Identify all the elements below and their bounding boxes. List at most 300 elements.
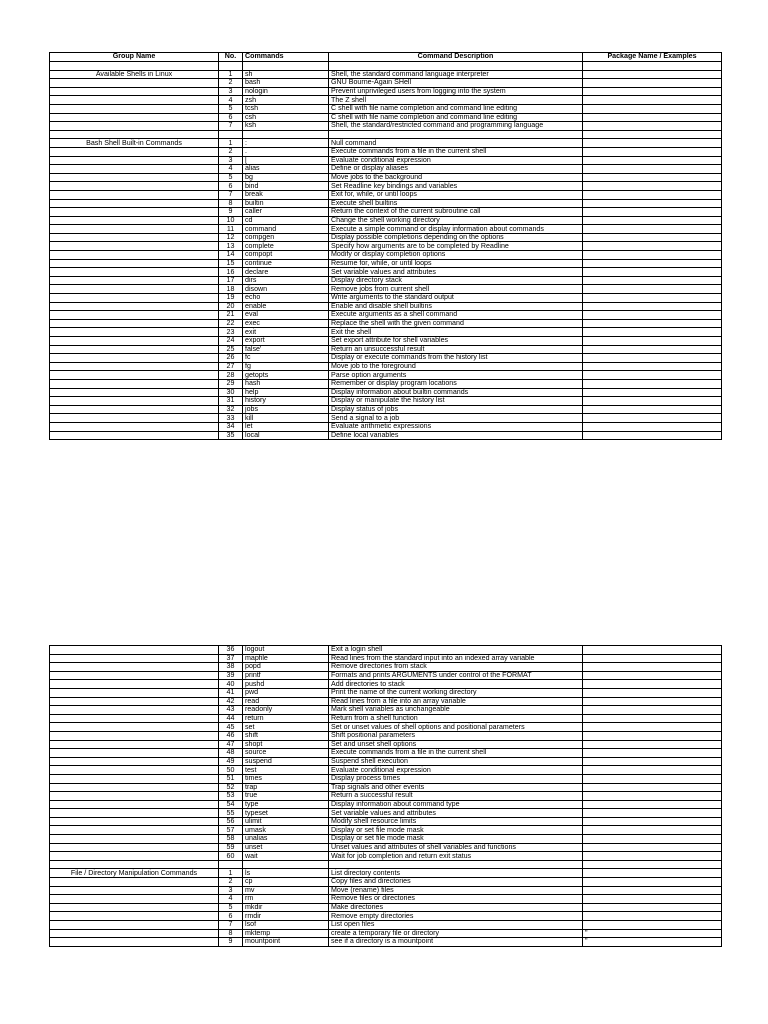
command-cell: builtin	[243, 199, 329, 208]
command-cell: hash	[243, 379, 329, 388]
number-cell: 43	[219, 706, 243, 715]
number-cell: 6	[219, 113, 243, 122]
number-cell: 54	[219, 800, 243, 809]
table-row	[50, 878, 722, 887]
description-cell: Copy files and directories	[329, 878, 583, 887]
group-name-cell	[50, 809, 219, 818]
group-name-cell	[50, 276, 219, 285]
number-cell: 49	[219, 757, 243, 766]
number-cell: 52	[219, 783, 243, 792]
description-cell: create a temporary file or directory	[329, 929, 583, 938]
package-cell	[583, 774, 722, 783]
group-name-cell	[50, 414, 219, 423]
command-cell: continue	[243, 259, 329, 268]
group-name-cell	[50, 362, 219, 371]
number-cell: 9	[219, 208, 243, 217]
description-cell: Return from a shell function	[329, 714, 583, 723]
group-name-cell	[50, 405, 219, 414]
package-cell	[583, 843, 722, 852]
table-row	[50, 938, 722, 947]
description-cell: Evaluate conditional expression	[329, 156, 583, 165]
command-cell: type	[243, 800, 329, 809]
package-cell	[583, 723, 722, 732]
command-cell: echo	[243, 294, 329, 303]
number-cell: 50	[219, 766, 243, 775]
number-cell: 59	[219, 843, 243, 852]
table-row	[50, 792, 722, 801]
command-cell: csh	[243, 113, 329, 122]
number-cell: 41	[219, 688, 243, 697]
table-row	[50, 388, 722, 397]
command-cell: ksh	[243, 122, 329, 131]
number-cell: 10	[219, 216, 243, 225]
command-cell: [	[243, 156, 329, 165]
number-cell: 47	[219, 740, 243, 749]
package-cell	[583, 671, 722, 680]
description-cell: Display possible completions depending on the options	[329, 233, 583, 242]
package-cell	[583, 216, 722, 225]
command-cell: export	[243, 337, 329, 346]
command-cell: popd	[243, 663, 329, 672]
table-row	[50, 895, 722, 904]
table-row	[50, 431, 722, 440]
package-cell	[583, 233, 722, 242]
group-name-cell	[50, 714, 219, 723]
table-row	[50, 79, 722, 88]
number-cell: 23	[219, 328, 243, 337]
command-cell: ls	[243, 869, 329, 878]
group-name-cell	[50, 431, 219, 440]
table-row	[50, 337, 722, 346]
command-cell: true	[243, 792, 329, 801]
description-cell: Specify how arguments are to be completed by Readline	[329, 242, 583, 251]
table-row	[50, 276, 722, 285]
command-cell: dirs	[243, 276, 329, 285]
group-name-cell	[50, 817, 219, 826]
group-name-cell	[50, 921, 219, 930]
group-name-cell	[50, 337, 219, 346]
group-name-cell	[50, 766, 219, 775]
table-row	[50, 379, 722, 388]
table-row	[50, 362, 722, 371]
description-cell: Modify or display completion options	[329, 251, 583, 260]
package-cell	[583, 749, 722, 758]
package-cell	[583, 311, 722, 320]
table-row	[50, 156, 722, 165]
table-row	[50, 414, 722, 423]
number-cell: 2	[219, 147, 243, 156]
description-cell: Write arguments to the standard output	[329, 294, 583, 303]
table-row	[50, 302, 722, 311]
group-name-cell	[50, 646, 219, 655]
description-cell: GNU Bourne-Again SHell	[329, 79, 583, 88]
number-cell: 26	[219, 354, 243, 363]
package-cell	[583, 714, 722, 723]
group-name-cell	[50, 379, 219, 388]
table-row	[50, 208, 722, 217]
package-cell	[583, 663, 722, 672]
description-cell: Shell, the standard/restricted command and programming language	[329, 122, 583, 131]
header-row	[50, 53, 722, 62]
group-name-cell: Available Shells in Linux	[50, 70, 219, 79]
group-name-cell	[50, 783, 219, 792]
table-row	[50, 843, 722, 852]
package-cell	[583, 104, 722, 113]
description-cell: Move jobs to the background	[329, 173, 583, 182]
command-cell: exec	[243, 319, 329, 328]
package-cell	[583, 225, 722, 234]
description-cell: Return the context of the current subroutine call	[329, 208, 583, 217]
description-cell: Move job to the foreground	[329, 362, 583, 371]
description-cell: Add directories to stack	[329, 680, 583, 689]
command-cell: times	[243, 774, 329, 783]
package-cell	[583, 354, 722, 363]
command-cell: compgen	[243, 233, 329, 242]
group-name-cell	[50, 302, 219, 311]
table-row	[50, 113, 722, 122]
command-cell: false'	[243, 345, 329, 354]
group-name-cell	[50, 938, 219, 947]
description-cell: Exit for, while, or until loops	[329, 190, 583, 199]
table-row	[50, 251, 722, 260]
table-row	[50, 268, 722, 277]
command-cell: readonly	[243, 706, 329, 715]
package-cell	[583, 328, 722, 337]
description-cell: Set and unset shell options	[329, 740, 583, 749]
description-cell: List open files	[329, 921, 583, 930]
table-row	[50, 96, 722, 105]
number-cell: 16	[219, 268, 243, 277]
group-name-cell	[50, 671, 219, 680]
table-row	[50, 929, 722, 938]
table-row	[50, 723, 722, 732]
command-cell: test	[243, 766, 329, 775]
package-cell	[583, 431, 722, 440]
package-cell	[583, 706, 722, 715]
table-row	[50, 921, 722, 930]
number-cell: 3	[219, 87, 243, 96]
command-cell: return	[243, 714, 329, 723]
table-row	[50, 757, 722, 766]
group-name-cell	[50, 242, 219, 251]
command-cell: mapfile	[243, 654, 329, 663]
package-cell	[583, 371, 722, 380]
table-row	[50, 259, 722, 268]
package-cell	[583, 165, 722, 174]
package-cell	[583, 869, 722, 878]
header-package: Package Name / Examples	[583, 53, 722, 62]
group-name-cell	[50, 79, 219, 88]
number-cell: 60	[219, 852, 243, 861]
table-row	[50, 663, 722, 672]
group-name-cell	[50, 285, 219, 294]
table-row	[50, 371, 722, 380]
number-cell: 40	[219, 680, 243, 689]
table-row	[50, 182, 722, 191]
table-row	[50, 809, 722, 818]
number-cell: 28	[219, 371, 243, 380]
description-cell: C shell with file name completion and command line editing	[329, 113, 583, 122]
description-cell: Unset values and attributes of shell variables and functions	[329, 843, 583, 852]
number-cell: 3	[219, 886, 243, 895]
package-cell	[583, 208, 722, 217]
group-name-cell	[50, 371, 219, 380]
package-cell	[583, 422, 722, 431]
number-cell: 2	[219, 878, 243, 887]
table-row	[50, 285, 722, 294]
group-name-cell	[50, 113, 219, 122]
table-row	[50, 345, 722, 354]
package-cell	[583, 800, 722, 809]
group-name-cell	[50, 800, 219, 809]
package-cell	[583, 379, 722, 388]
group-name-cell	[50, 774, 219, 783]
command-cell: typeset	[243, 809, 329, 818]
number-cell: 4	[219, 895, 243, 904]
command-cell: local	[243, 431, 329, 440]
package-cell	[583, 190, 722, 199]
description-cell: Remove directories from stack	[329, 663, 583, 672]
package-cell	[583, 182, 722, 191]
table-row	[50, 697, 722, 706]
group-name-cell	[50, 654, 219, 663]
description-cell: Remember or display program locations	[329, 379, 583, 388]
package-cell	[583, 285, 722, 294]
number-cell: 24	[219, 337, 243, 346]
table-row	[50, 817, 722, 826]
table-row	[50, 646, 722, 655]
command-cell: printf	[243, 671, 329, 680]
package-cell	[583, 688, 722, 697]
package-cell	[583, 337, 722, 346]
number-cell: 13	[219, 242, 243, 251]
table-row	[50, 216, 722, 225]
number-cell: 34	[219, 422, 243, 431]
group-name-cell	[50, 731, 219, 740]
number-cell: 8	[219, 199, 243, 208]
package-cell	[583, 835, 722, 844]
spacer-row	[50, 130, 722, 139]
table-row	[50, 826, 722, 835]
number-cell: 18	[219, 285, 243, 294]
description-cell: Display or set file mode mask	[329, 826, 583, 835]
package-cell	[583, 242, 722, 251]
command-cell: read	[243, 697, 329, 706]
table-row	[50, 912, 722, 921]
number-cell: 17	[219, 276, 243, 285]
number-cell: 31	[219, 397, 243, 406]
description-cell: Shift positional parameters	[329, 731, 583, 740]
command-cell: enable	[243, 302, 329, 311]
description-cell: Change the shell working directory	[329, 216, 583, 225]
package-cell	[583, 113, 722, 122]
command-cell: mountpoint	[243, 938, 329, 947]
package-cell	[583, 294, 722, 303]
number-cell: 30	[219, 388, 243, 397]
package-cell	[583, 268, 722, 277]
group-name-cell	[50, 680, 219, 689]
group-name-cell	[50, 233, 219, 242]
number-cell: 8	[219, 929, 243, 938]
group-name-cell	[50, 903, 219, 912]
number-cell: 20	[219, 302, 243, 311]
description-cell: Display or execute commands from the history list	[329, 354, 583, 363]
group-name-cell	[50, 886, 219, 895]
number-cell: 35	[219, 431, 243, 440]
group-name-cell	[50, 96, 219, 105]
table-row	[50, 199, 722, 208]
description-cell: Define local variables	[329, 431, 583, 440]
package-cell	[583, 397, 722, 406]
command-cell: fc	[243, 354, 329, 363]
table-row	[50, 311, 722, 320]
command-cell: bg	[243, 173, 329, 182]
number-cell: 33	[219, 414, 243, 423]
table-row	[50, 70, 722, 79]
group-name-cell	[50, 122, 219, 131]
description-cell: Execute a simple command or display information about commands	[329, 225, 583, 234]
description-cell: Remove jobs from current shell	[329, 285, 583, 294]
command-cell: source	[243, 749, 329, 758]
group-name-cell	[50, 706, 219, 715]
command-cell: bash	[243, 79, 329, 88]
table-row	[50, 397, 722, 406]
description-cell: Display information about command type	[329, 800, 583, 809]
description-cell: Print the name of the current working directory	[329, 688, 583, 697]
number-cell: 32	[219, 405, 243, 414]
package-cell	[583, 646, 722, 655]
description-cell: Execute commands from a file in the current shell	[329, 749, 583, 758]
group-name-cell	[50, 208, 219, 217]
package-cell	[583, 809, 722, 818]
table-row	[50, 714, 722, 723]
header-description: Command Description	[329, 53, 583, 62]
table-row	[50, 671, 722, 680]
description-cell: Move (rename) files	[329, 886, 583, 895]
group-name-cell	[50, 345, 219, 354]
number-cell: 3	[219, 156, 243, 165]
group-name-cell	[50, 268, 219, 277]
description-cell: Formats and prints ARGUMENTS under control of the FORMAT	[329, 671, 583, 680]
description-cell: Display information about builtin commands	[329, 388, 583, 397]
description-cell: Return an unsuccessful result	[329, 345, 583, 354]
spacer-row	[50, 860, 722, 869]
table-row	[50, 405, 722, 414]
description-cell: Suspend shell execution	[329, 757, 583, 766]
command-cell: eval	[243, 311, 329, 320]
number-cell: 42	[219, 697, 243, 706]
package-cell	[583, 122, 722, 131]
description-cell: Set or unset values of shell options and positional parameters	[329, 723, 583, 732]
header-number: No.	[219, 53, 243, 62]
table-row	[50, 783, 722, 792]
group-name-cell	[50, 723, 219, 732]
group-name-cell	[50, 104, 219, 113]
command-cell: jobs	[243, 405, 329, 414]
table-row	[50, 354, 722, 363]
commands-table-bottom	[49, 645, 722, 947]
group-name-cell	[50, 397, 219, 406]
table-row	[50, 886, 722, 895]
number-cell: 56	[219, 817, 243, 826]
command-cell: let	[243, 422, 329, 431]
description-cell: Null command	[329, 139, 583, 148]
group-name-cell	[50, 843, 219, 852]
group-name-cell: File / Directory Manipulation Commands	[50, 869, 219, 878]
command-cell: :	[243, 139, 329, 148]
table-row	[50, 706, 722, 715]
description-cell: Execute arguments as a shell command	[329, 311, 583, 320]
command-cell: mv	[243, 886, 329, 895]
package-cell	[583, 388, 722, 397]
table-row	[50, 869, 722, 878]
command-cell: help	[243, 388, 329, 397]
description-cell: Define or display aliases	[329, 165, 583, 174]
description-cell: Replace the shell with the given command	[329, 319, 583, 328]
group-name-cell	[50, 697, 219, 706]
group-name-cell	[50, 422, 219, 431]
package-cell	[583, 680, 722, 689]
description-cell: Display status of jobs	[329, 405, 583, 414]
command-cell: history	[243, 397, 329, 406]
group-name-cell	[50, 328, 219, 337]
group-name-cell	[50, 792, 219, 801]
command-cell: shopt	[243, 740, 329, 749]
number-cell: 4	[219, 96, 243, 105]
number-cell: 12	[219, 233, 243, 242]
group-name-cell	[50, 182, 219, 191]
description-cell: Display process times	[329, 774, 583, 783]
table-row	[50, 87, 722, 96]
number-cell: 55	[219, 809, 243, 818]
command-cell: set	[243, 723, 329, 732]
description-cell: Exit the shell	[329, 328, 583, 337]
description-cell: Exit a login shell	[329, 646, 583, 655]
description-cell: Wait for job completion and return exit status	[329, 852, 583, 861]
command-cell: complete	[243, 242, 329, 251]
description-cell: Display or set file mode mask	[329, 835, 583, 844]
command-cell: nologin	[243, 87, 329, 96]
group-name-cell	[50, 388, 219, 397]
table-row	[50, 294, 722, 303]
number-cell: 19	[219, 294, 243, 303]
table-row	[50, 835, 722, 844]
description-cell: The Z shell	[329, 96, 583, 105]
command-cell: alias	[243, 165, 329, 174]
command-cell: break	[243, 190, 329, 199]
table-row	[50, 104, 722, 113]
package-cell	[583, 654, 722, 663]
description-cell: Remove empty directories	[329, 912, 583, 921]
command-cell: ulimit	[243, 817, 329, 826]
description-cell: Send a signal to a job	[329, 414, 583, 423]
command-cell: caller	[243, 208, 329, 217]
package-cell	[583, 276, 722, 285]
group-name-cell	[50, 190, 219, 199]
number-cell: 29	[219, 379, 243, 388]
package-cell	[583, 147, 722, 156]
group-name-cell	[50, 688, 219, 697]
number-cell: 7	[219, 190, 243, 199]
command-cell: rm	[243, 895, 329, 904]
command-cell: exit	[243, 328, 329, 337]
command-cell: logout	[243, 646, 329, 655]
description-cell: Modify shell resource limits	[329, 817, 583, 826]
group-name-cell	[50, 251, 219, 260]
description-cell: Prevent unprivileged users from logging into the system	[329, 87, 583, 96]
group-name-cell	[50, 311, 219, 320]
description-cell: Evaluate conditional expression	[329, 766, 583, 775]
